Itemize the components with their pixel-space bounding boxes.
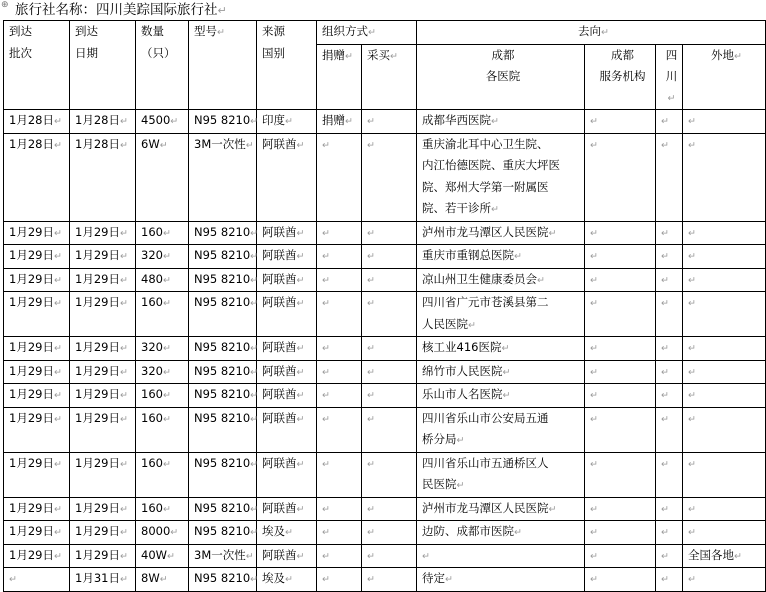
cell-elsewhere: 全国各地↵ xyxy=(683,544,766,568)
cell-quantity: 40W↵ xyxy=(136,544,189,568)
table-row xyxy=(4,133,766,221)
cell-elsewhere-text: 全国各地 xyxy=(688,547,734,562)
cell-model-text: N95 8210 xyxy=(194,363,251,378)
header-sichuan: 四 川 ↵ xyxy=(656,44,683,110)
cell-quantity: 160↵ xyxy=(136,292,189,337)
cell-model-text: N95 8210 xyxy=(194,410,251,425)
cell-date: 1月29日↵ xyxy=(70,544,136,568)
cell-sichuan: ↵ xyxy=(656,221,683,245)
cell-country: 印度↵ xyxy=(257,110,317,134)
cell-hospitals: 核工业416医院↵ xyxy=(417,337,585,361)
cell-country: 阿联酋↵ xyxy=(257,384,317,408)
cell-batch-text: 1月28日 xyxy=(9,136,54,151)
cell-sichuan: ↵ xyxy=(656,568,683,592)
cell-elsewhere: ↵ xyxy=(683,268,766,292)
cell-model: N95 8210↵ xyxy=(189,337,257,361)
cell-donate: ↵ xyxy=(317,407,362,452)
cell-country: 阿联酋↵ xyxy=(257,452,317,497)
cell-elsewhere: ↵ xyxy=(683,384,766,408)
cell-purchase: ↵ xyxy=(362,337,417,361)
cell-model-text: N95 8210 xyxy=(194,295,251,309)
cell-sichuan: ↵ xyxy=(656,452,683,497)
cell-hospitals: 绵竹市人民医院↵ xyxy=(417,360,585,384)
cell-sichuan: ↵ xyxy=(656,337,683,361)
cell-batch: 1月29日↵ xyxy=(4,407,70,452)
cell-batch-text: 1月29日 xyxy=(9,455,54,470)
cell-date: 1月29日↵ xyxy=(70,452,136,497)
cell-service: ↵ xyxy=(585,521,656,545)
cell-service: ↵ xyxy=(585,221,656,245)
cell-batch: 1月28日↵ xyxy=(4,110,70,134)
table-row xyxy=(4,407,766,452)
cell-date-text: 1月29日 xyxy=(75,363,120,378)
cell-sichuan: ↵ xyxy=(656,544,683,568)
cell-sichuan: ↵ xyxy=(656,110,683,134)
cell-batch: ↵ xyxy=(4,568,70,592)
cell-date-text: 1月31日 xyxy=(75,571,120,585)
cell-sichuan: ↵ xyxy=(656,521,683,545)
cell-country-text: 印度 xyxy=(262,113,285,127)
cell-date-text: 1月29日 xyxy=(75,547,120,562)
cell-date: 1月29日↵ xyxy=(70,221,136,245)
cell-country: 埃及↵ xyxy=(257,568,317,592)
cell-quantity: 4500↵ xyxy=(136,110,189,134)
cell-date-text: 1月29日 xyxy=(75,224,120,239)
cell-donate: ↵ xyxy=(317,384,362,408)
cell-quantity-text: 40W xyxy=(141,547,168,562)
cell-model-text: N95 8210 xyxy=(194,524,251,538)
cell-quantity: 320↵ xyxy=(136,337,189,361)
paragraph-mark-icon: ↵ xyxy=(217,4,227,17)
cell-quantity: 480↵ xyxy=(136,268,189,292)
cell-date: 1月29日↵ xyxy=(70,407,136,452)
cell-country-text: 阿联酋 xyxy=(262,224,297,239)
table-row xyxy=(4,521,766,545)
cell-service: ↵ xyxy=(585,337,656,361)
cell-quantity-text: 320 xyxy=(141,340,163,354)
cell-hospitals: 待定↵ xyxy=(417,568,585,592)
cell-date: 1月28日↵ xyxy=(70,110,136,134)
cell-quantity-text: 320 xyxy=(141,248,163,262)
cell-quantity-text: 160 xyxy=(141,455,163,470)
header-arrival-date: 到达 日期 xyxy=(70,21,136,110)
cell-model-text: N95 8210 xyxy=(194,455,251,470)
cell-model-text: N95 8210 xyxy=(194,387,251,401)
cell-donate: ↵ xyxy=(317,245,362,269)
table-row xyxy=(4,360,766,384)
cell-hospitals: 重庆渝北耳中心卫生院、 内江怡德医院、重庆大坪医 院、郑州大学第一附属医 院、若干诊所↵ xyxy=(417,133,585,221)
cell-date: 1月29日↵ xyxy=(70,245,136,269)
cell-service: ↵ xyxy=(585,452,656,497)
cell-date-text: 1月29日 xyxy=(75,271,120,286)
cell-donate: ↵ xyxy=(317,337,362,361)
cell-quantity: 160↵ xyxy=(136,384,189,408)
cell-donate: ↵ xyxy=(317,268,362,292)
cell-date-text: 1月28日 xyxy=(75,136,120,151)
cell-country-text: 阿联酋 xyxy=(262,295,297,309)
cell-hospitals-text: 核工业416医院 xyxy=(422,340,502,354)
cell-country-text: 阿联酋 xyxy=(262,387,297,401)
cell-country: 埃及↵ xyxy=(257,521,317,545)
cell-batch-text: 1月29日 xyxy=(9,295,54,309)
cell-country-text: 阿联酋 xyxy=(262,455,297,470)
cell-model-text: N95 8210 xyxy=(194,248,251,262)
cell-batch-text: 1月29日 xyxy=(9,524,54,538)
cell-donate-text: 捐赠 xyxy=(322,113,345,127)
cell-country-text: 阿联酋 xyxy=(262,410,297,425)
cell-service: ↵ xyxy=(585,292,656,337)
cell-purchase: ↵ xyxy=(362,292,417,337)
cell-hospitals: 四川省乐山市公安局五通 桥分局↵ xyxy=(417,407,585,452)
cell-purchase: ↵ xyxy=(362,110,417,134)
cell-quantity: 160↵ xyxy=(136,221,189,245)
cell-donate: ↵ xyxy=(317,360,362,384)
cell-country: 阿联酋↵ xyxy=(257,221,317,245)
cell-batch-text: 1月29日 xyxy=(9,410,54,425)
cell-date-text: 1月28日 xyxy=(75,113,120,127)
cell-quantity-text: 160 xyxy=(141,387,163,401)
cell-model-text: N95 8210 xyxy=(194,340,251,354)
header-quantity: 数量 （只） xyxy=(136,21,189,110)
cell-batch: 1月29日↵ xyxy=(4,497,70,521)
cell-model: N95 8210↵ xyxy=(189,568,257,592)
cell-date: 1月29日↵ xyxy=(70,337,136,361)
cell-batch: 1月29日↵ xyxy=(4,360,70,384)
header-arrival-batch: 到达 批次 xyxy=(4,21,70,110)
cell-quantity: 320↵ xyxy=(136,360,189,384)
page-title xyxy=(15,1,227,20)
cell-elsewhere: ↵ xyxy=(683,245,766,269)
cell-quantity: 160↵ xyxy=(136,452,189,497)
cell-donate: ↵ xyxy=(317,521,362,545)
cell-country: 阿联酋↵ xyxy=(257,407,317,452)
cell-service: ↵ xyxy=(585,110,656,134)
cell-date: 1月29日↵ xyxy=(70,384,136,408)
cell-sichuan: ↵ xyxy=(656,268,683,292)
cell-purchase: ↵ xyxy=(362,221,417,245)
cell-quantity: 8000↵ xyxy=(136,521,189,545)
cell-batch-text: 1月29日 xyxy=(9,387,54,401)
cell-service: ↵ xyxy=(585,497,656,521)
cell-date-text: 1月29日 xyxy=(75,248,120,262)
cell-date-text: 1月29日 xyxy=(75,500,120,515)
cell-purchase: ↵ xyxy=(362,360,417,384)
cell-quantity-text: 320 xyxy=(141,363,163,378)
cell-quantity-text: 160 xyxy=(141,500,163,515)
table-move-handle-icon[interactable]: ⊕ xyxy=(1,0,9,10)
cell-quantity-text: 6W xyxy=(141,136,160,151)
cell-model: 3M一次性↵ xyxy=(189,133,257,221)
table-row xyxy=(4,568,766,592)
cell-hospitals: 成都华西医院↵ xyxy=(417,110,585,134)
cell-date-text: 1月29日 xyxy=(75,410,120,425)
cell-donate: ↵ xyxy=(317,544,362,568)
cell-country: 阿联酋↵ xyxy=(257,360,317,384)
distribution-table xyxy=(3,20,766,592)
cell-model: N95 8210↵ xyxy=(189,497,257,521)
cell-elsewhere: ↵ xyxy=(683,110,766,134)
cell-purchase: ↵ xyxy=(362,521,417,545)
cell-purchase: ↵ xyxy=(362,245,417,269)
cell-model: 3M一次性↵ xyxy=(189,544,257,568)
cell-elsewhere: ↵ xyxy=(683,337,766,361)
cell-hospitals-text: 乐山市人名医院 xyxy=(422,387,503,401)
cell-quantity-text: 480 xyxy=(141,271,163,286)
cell-quantity-text: 160 xyxy=(141,295,163,309)
cell-batch: 1月29日↵ xyxy=(4,384,70,408)
table-row xyxy=(4,452,766,497)
cell-elsewhere: ↵ xyxy=(683,521,766,545)
cell-hospitals-text: 泸州市龙马潭区人民医院 xyxy=(422,224,549,239)
cell-country: 阿联酋↵ xyxy=(257,544,317,568)
cell-sichuan: ↵ xyxy=(656,360,683,384)
cell-country: 阿联酋↵ xyxy=(257,133,317,221)
cell-date: 1月29日↵ xyxy=(70,268,136,292)
cell-service: ↵ xyxy=(585,268,656,292)
cell-hospitals-text: 凉山州卫生健康委员会 xyxy=(422,271,537,286)
cell-hospitals: 泸州市龙马潭区人民医院↵ xyxy=(417,497,585,521)
cell-elsewhere: ↵ xyxy=(683,568,766,592)
cell-hospitals-text: 绵竹市人民医院 xyxy=(422,363,503,378)
header-donate: 捐赠↵ xyxy=(317,44,362,110)
table-row xyxy=(4,268,766,292)
cell-country-text: 阿联酋 xyxy=(262,271,297,286)
cell-country: 阿联酋↵ xyxy=(257,292,317,337)
cell-date: 1月29日↵ xyxy=(70,497,136,521)
header-elsewhere: 外地↵ xyxy=(683,44,766,110)
cell-batch-text: 1月29日 xyxy=(9,224,54,239)
cell-service: ↵ xyxy=(585,245,656,269)
cell-model: N95 8210↵ xyxy=(189,384,257,408)
header-model: 型号↵ xyxy=(189,21,257,110)
cell-donate: ↵ xyxy=(317,221,362,245)
cell-model-text: N95 8210 xyxy=(194,500,251,515)
cell-quantity-text: 8W xyxy=(141,571,160,585)
title-text: 旅行社名称：四川美踪国际旅行社 xyxy=(15,2,218,18)
cell-batch-text: 1月29日 xyxy=(9,547,54,562)
cell-country: 阿联酋↵ xyxy=(257,268,317,292)
cell-donate: ↵ xyxy=(317,452,362,497)
cell-country-text: 阿联酋 xyxy=(262,363,297,378)
cell-model-text: N95 8210 xyxy=(194,571,251,585)
cell-elsewhere: ↵ xyxy=(683,497,766,521)
cell-hospitals: 泸州市龙马潭区人民医院↵ xyxy=(417,221,585,245)
cell-country: 阿联酋↵ xyxy=(257,497,317,521)
cell-batch: 1月29日↵ xyxy=(4,292,70,337)
cell-date: 1月29日↵ xyxy=(70,292,136,337)
cell-batch: 1月29日↵ xyxy=(4,452,70,497)
cell-model-text: N95 8210 xyxy=(194,271,251,286)
cell-service: ↵ xyxy=(585,133,656,221)
cell-donate: ↵ xyxy=(317,497,362,521)
cell-quantity-text: 160 xyxy=(141,410,163,425)
cell-model-text: 3M一次性 xyxy=(194,547,246,562)
cell-elsewhere: ↵ xyxy=(683,133,766,221)
header-purchase: 采买↵ xyxy=(362,44,417,110)
table-row xyxy=(4,337,766,361)
cell-date: 1月29日↵ xyxy=(70,521,136,545)
cell-service: ↵ xyxy=(585,407,656,452)
cell-elsewhere: ↵ xyxy=(683,407,766,452)
table-row xyxy=(4,292,766,337)
cell-hospitals: 重庆市重钢总医院↵ xyxy=(417,245,585,269)
cell-service: ↵ xyxy=(585,568,656,592)
cell-country-text: 阿联酋 xyxy=(262,136,297,151)
cell-date: 1月28日↵ xyxy=(70,133,136,221)
cell-country-text: 埃及 xyxy=(262,524,285,538)
cell-elsewhere: ↵ xyxy=(683,360,766,384)
cell-hospitals: 乐山市人名医院↵ xyxy=(417,384,585,408)
cell-sichuan: ↵ xyxy=(656,292,683,337)
cell-date-text: 1月29日 xyxy=(75,455,120,470)
cell-model: N95 8210↵ xyxy=(189,268,257,292)
cell-quantity-text: 160 xyxy=(141,224,163,239)
cell-quantity: 160↵ xyxy=(136,407,189,452)
cell-sichuan: ↵ xyxy=(656,407,683,452)
header-cd-service: 成都 服务机构 xyxy=(585,44,656,110)
cell-batch-text: 1月29日 xyxy=(9,363,54,378)
cell-batch: 1月29日↵ xyxy=(4,521,70,545)
table-row xyxy=(4,245,766,269)
header-destination: 去向↵ xyxy=(417,21,766,45)
header-source-country: 来源 国别 xyxy=(257,21,317,110)
cell-donate: ↵ xyxy=(317,292,362,337)
cell-batch: 1月28日↵ xyxy=(4,133,70,221)
cell-date: 1月31日↵ xyxy=(70,568,136,592)
cell-batch-text: 1月29日 xyxy=(9,248,54,262)
cell-country-text: 阿联酋 xyxy=(262,500,297,515)
header-row-1 xyxy=(4,21,766,45)
cell-model: N95 8210↵ xyxy=(189,521,257,545)
cell-batch: 1月29日↵ xyxy=(4,544,70,568)
cell-model-text: 3M一次性 xyxy=(194,136,246,151)
cell-model: N95 8210↵ xyxy=(189,360,257,384)
cell-purchase: ↵ xyxy=(362,384,417,408)
cell-date-text: 1月29日 xyxy=(75,524,120,538)
cell-purchase: ↵ xyxy=(362,133,417,221)
cell-elsewhere: ↵ xyxy=(683,221,766,245)
cell-batch-text: 1月28日 xyxy=(9,113,54,127)
cell-quantity-text: 4500 xyxy=(141,113,171,127)
cell-purchase: ↵ xyxy=(362,452,417,497)
cell-model: N95 8210↵ xyxy=(189,110,257,134)
table-row xyxy=(4,384,766,408)
cell-hospitals-text: 重庆市重钢总医院 xyxy=(422,248,514,262)
cell-model-text: N95 8210 xyxy=(194,224,251,239)
cell-hospitals-text: 泸州市龙马潭区人民医院 xyxy=(422,500,549,515)
cell-country-text: 阿联酋 xyxy=(262,248,297,262)
table-row xyxy=(4,497,766,521)
cell-date-text: 1月29日 xyxy=(75,387,120,401)
cell-service: ↵ xyxy=(585,544,656,568)
cell-quantity: 320↵ xyxy=(136,245,189,269)
cell-model: N95 8210↵ xyxy=(189,245,257,269)
cell-sichuan: ↵ xyxy=(656,497,683,521)
cell-donate: 捐赠↵ xyxy=(317,110,362,134)
cell-model: N95 8210↵ xyxy=(189,292,257,337)
cell-model: N95 8210↵ xyxy=(189,452,257,497)
cell-elsewhere: ↵ xyxy=(683,292,766,337)
cell-batch-text: 1月29日 xyxy=(9,271,54,286)
cell-quantity: 6W↵ xyxy=(136,133,189,221)
cell-service: ↵ xyxy=(585,384,656,408)
cell-purchase: ↵ xyxy=(362,268,417,292)
cell-sichuan: ↵ xyxy=(656,384,683,408)
cell-country-text: 埃及 xyxy=(262,571,285,585)
cell-country: 阿联酋↵ xyxy=(257,337,317,361)
cell-model: N95 8210↵ xyxy=(189,221,257,245)
cell-date-text: 1月29日 xyxy=(75,295,120,309)
cell-model-text: N95 8210 xyxy=(194,113,251,127)
cell-sichuan: ↵ xyxy=(656,133,683,221)
cell-quantity: 8W↵ xyxy=(136,568,189,592)
cell-hospitals-text: 成都华西医院 xyxy=(422,113,491,127)
cell-hospitals-text: 待定 xyxy=(422,571,445,585)
cell-sichuan: ↵ xyxy=(656,245,683,269)
cell-batch: 1月29日↵ xyxy=(4,337,70,361)
cell-model: N95 8210↵ xyxy=(189,407,257,452)
cell-hospitals: ↵ xyxy=(417,544,585,568)
table-row xyxy=(4,544,766,568)
cell-hospitals: 四川省广元市苍溪县第二 人民医院↵ xyxy=(417,292,585,337)
cell-elsewhere: ↵ xyxy=(683,452,766,497)
cell-date-text: 1月29日 xyxy=(75,340,120,354)
cell-batch: 1月29日↵ xyxy=(4,221,70,245)
cell-donate: ↵ xyxy=(317,133,362,221)
cell-purchase: ↵ xyxy=(362,544,417,568)
cell-service: ↵ xyxy=(585,360,656,384)
cell-hospitals: 四川省乐山市五通桥区人 民医院↵ xyxy=(417,452,585,497)
cell-country: 阿联酋↵ xyxy=(257,245,317,269)
cell-purchase: ↵ xyxy=(362,407,417,452)
cell-date: 1月29日↵ xyxy=(70,360,136,384)
cell-quantity-text: 8000 xyxy=(141,524,171,538)
header-org-method: 组织方式↵ xyxy=(317,21,417,45)
cell-hospitals: 凉山州卫生健康委员会↵ xyxy=(417,268,585,292)
cell-batch: 1月29日↵ xyxy=(4,268,70,292)
cell-purchase: ↵ xyxy=(362,497,417,521)
cell-hospitals-text: 边防、成都市医院 xyxy=(422,524,514,538)
table-row xyxy=(4,221,766,245)
cell-batch: 1月29日↵ xyxy=(4,245,70,269)
header-cd-hospitals: 成都 各医院 xyxy=(417,44,585,110)
cell-country-text: 阿联酋 xyxy=(262,340,297,354)
cell-hospitals: 边防、成都市医院↵ xyxy=(417,521,585,545)
cell-donate: ↵ xyxy=(317,568,362,592)
table-row xyxy=(4,110,766,134)
cell-purchase: ↵ xyxy=(362,568,417,592)
cell-quantity: 160↵ xyxy=(136,497,189,521)
cell-batch-text: 1月29日 xyxy=(9,340,54,354)
cell-country-text: 阿联酋 xyxy=(262,547,297,562)
cell-batch-text: 1月29日 xyxy=(9,500,54,515)
